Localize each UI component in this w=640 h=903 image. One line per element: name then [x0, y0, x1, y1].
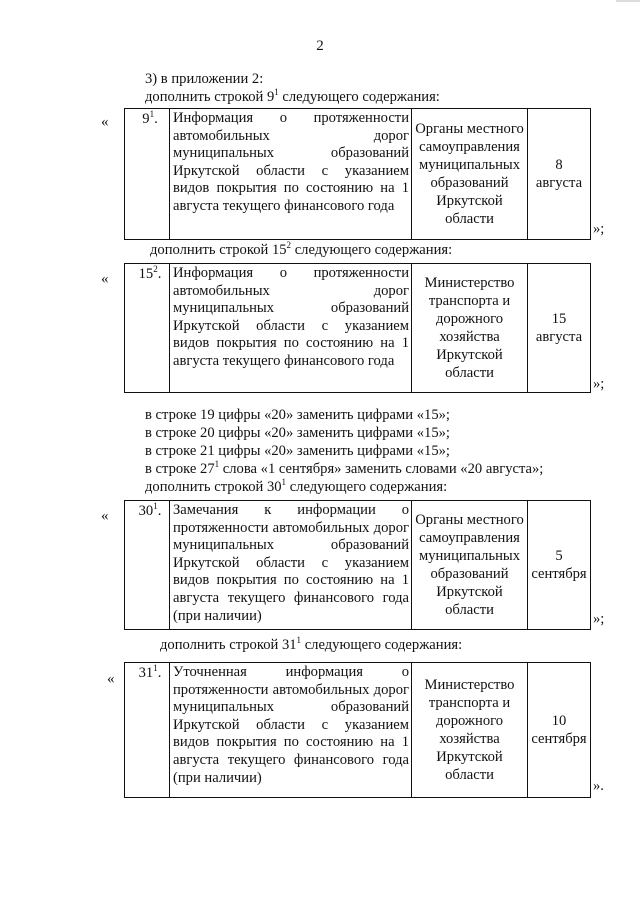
row-number-cell: $15^2$.: [125, 264, 170, 393]
change-line-19: в строке 19 цифры «20» заменить цифрами «15»;: [145, 407, 450, 423]
responsible-cell: Министерство транспорта и дорожного хозяйства Иркутской области: [412, 663, 528, 798]
add-row-30-1-line: дополнить строкой $30^1$ следующего содержания:: [145, 477, 448, 495]
insert-table-row-9-1: [124, 108, 591, 240]
close-quote: »;: [593, 611, 605, 627]
open-quote: «: [101, 508, 109, 524]
change-line-27-1: в строке $27^1$ слова «1 сентября» заменить словами «20 августа»;: [145, 459, 544, 477]
close-quote: »;: [593, 221, 605, 237]
insert-table-row-30-1: [124, 500, 591, 630]
close-quote: ».: [593, 778, 604, 794]
open-quote: «: [101, 271, 109, 287]
deadline-cell: 15 августа: [528, 264, 591, 393]
change-line-20: в строке 20 цифры «20» заменить цифрами «15»;: [145, 425, 450, 441]
change-line-21: в строке 21 цифры «20» заменить цифрами «15»;: [145, 443, 450, 459]
deadline-cell: 10 сентября: [528, 663, 591, 798]
add-row-31-1-line: дополнить строкой $31^1$ следующего содержания:: [160, 635, 463, 653]
responsible-cell: Министерство транспорта и дорожного хозяйства Иркутской области: [412, 264, 528, 393]
add-row-15-2-line: дополнить строкой $15^2$ следующего содержания:: [150, 240, 453, 258]
responsible-cell: Органы местного самоуправления муниципальных образований Иркутской области: [412, 501, 528, 630]
intro-line-2: дополнить строкой $9^1$ следующего содержания:: [145, 87, 440, 105]
deadline-cell: 8 августа: [528, 109, 591, 240]
deadline-cell: 5 сентября: [528, 501, 591, 630]
description-cell: Замечания к информации о протяженности автомобильных дорог муниципальных образований Иркутской области с указанием видов покрытия по состоянию на 1 августа текущего финансового года (при наличии): [170, 501, 412, 630]
insert-table-row-31-1: [124, 662, 591, 798]
row-number-cell: $31^1$.: [125, 663, 170, 798]
row-number-cell: $9^1$.: [125, 109, 170, 240]
description-cell: Информация о протяженности автомобильных дорог муниципальных образований Иркутской области с указанием видов покрытия по состоянию на 1 августа текущего финансового года: [170, 109, 412, 240]
description-cell: Информация о протяженности автомобильных дорог муниципальных образований Иркутской области с указанием видов покрытия по состоянию на 1 августа текущего финансового года: [170, 264, 412, 393]
close-quote: »;: [593, 376, 605, 392]
intro-line-1: 3) в приложении 2:: [145, 71, 264, 87]
open-quote: «: [101, 114, 109, 130]
responsible-cell: Органы местного самоуправления муниципальных образований Иркутской области: [412, 109, 528, 240]
description-cell: Уточненная информация о протяженности автомобильных дорог муниципальных образований Иркутской области с указанием видов покрытия по состоянию на 1 августа текущего финансового года (при наличии): [170, 663, 412, 798]
scan-artifact: [616, 0, 640, 2]
open-quote: «: [107, 671, 115, 687]
row-number-cell: $30^1$.: [125, 501, 170, 630]
insert-table-row-15-2: [124, 263, 591, 393]
page-number: 2: [316, 38, 324, 54]
